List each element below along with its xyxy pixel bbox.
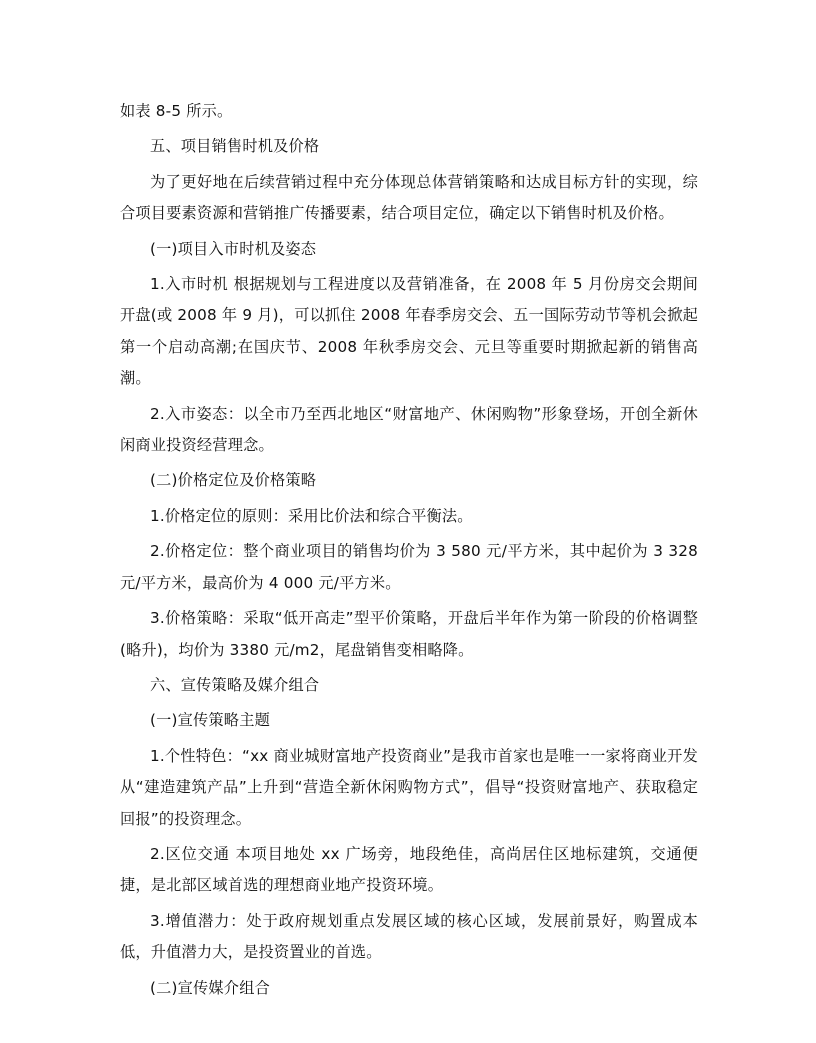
paragraph-price-positioning: 2.价格定位：整个商业项目的销售均价为 3 580 元/平方米，其中起价为 3 328 元/平方米，最高价为 4 000 元/平方米。 xyxy=(120,542,698,592)
paragraph-value-potential: 3.增值潜力：处于政府规划重点发展区域的核心区域，发展前景好，购置成本低，升值潜力大，是投资置业的首选。 xyxy=(120,911,698,962)
paragraph-price-principle: 1.价格定位的原则：采用比价法和综合平衡法。 xyxy=(150,506,473,525)
document-body xyxy=(120,96,698,1004)
paragraph-price-strategy: 3.价格策略：采取“低开高走”型平价策略，开盘后半年作为第一阶段的价格调整(略升)，均价为 3380 元/m2，尾盘销售变相略降。 xyxy=(120,609,698,659)
paragraph-entry-posture: 2.入市姿态：以全市乃至西北地区“财富地产、休闲购物”形象登场，开创全新休闲商业投资经营理念。 xyxy=(120,404,698,455)
subheading-promotion-theme: (一)宣传策略主题 xyxy=(150,711,270,730)
paragraph-entry-timing: 1.入市时机 根据规划与工程进度以及营销准备，在 2008 年 5 月份房交会期间开盘(或 2008 年 9 月)，可以抓住 2008 年春季房交会、五一国际劳动节等机会掀起第一个启动高潮;在国庆节、2008 年秋季房交会、元旦等重要时期掀起新的销售高潮。 xyxy=(120,275,698,388)
subheading-media-combination: (二)宣传媒介组合 xyxy=(150,978,270,997)
paragraph-individuality: 1.个性特色：“xx 商业城财富地产投资商业”是我市首家也是唯一一家将商业开发从“建造建筑产品”上升到“营造全新休闲购物方式”，倡导“投资财富地产、获取稳定回报”的投资理念。 xyxy=(120,746,698,828)
paragraph-sales-intro: 为了更好地在后续营销过程中充分体现总体营销策略和达成目标方针的实现，综合项目要素资源和营销推广传播要素，结合项目定位，确定以下销售时机及价格。 xyxy=(120,172,698,223)
paragraph-table-reference: 如表 8-5 所示。 xyxy=(120,102,233,120)
paragraph-location-traffic: 2.区位交通 本项目地处 xx 广场旁，地段绝佳，高尚居住区地标建筑，交通便捷，是北部区域首选的理想商业地产投资环境。 xyxy=(120,844,698,895)
section-heading-sales-timing-price: 五、项目销售时机及价格 xyxy=(150,137,320,156)
subheading-price-positioning: (二)价格定位及价格策略 xyxy=(150,471,317,490)
section-heading-promotion-media: 六、宣传策略及媒介组合 xyxy=(150,675,320,694)
subheading-market-entry: (一)项目入市时机及姿态 xyxy=(150,239,317,258)
